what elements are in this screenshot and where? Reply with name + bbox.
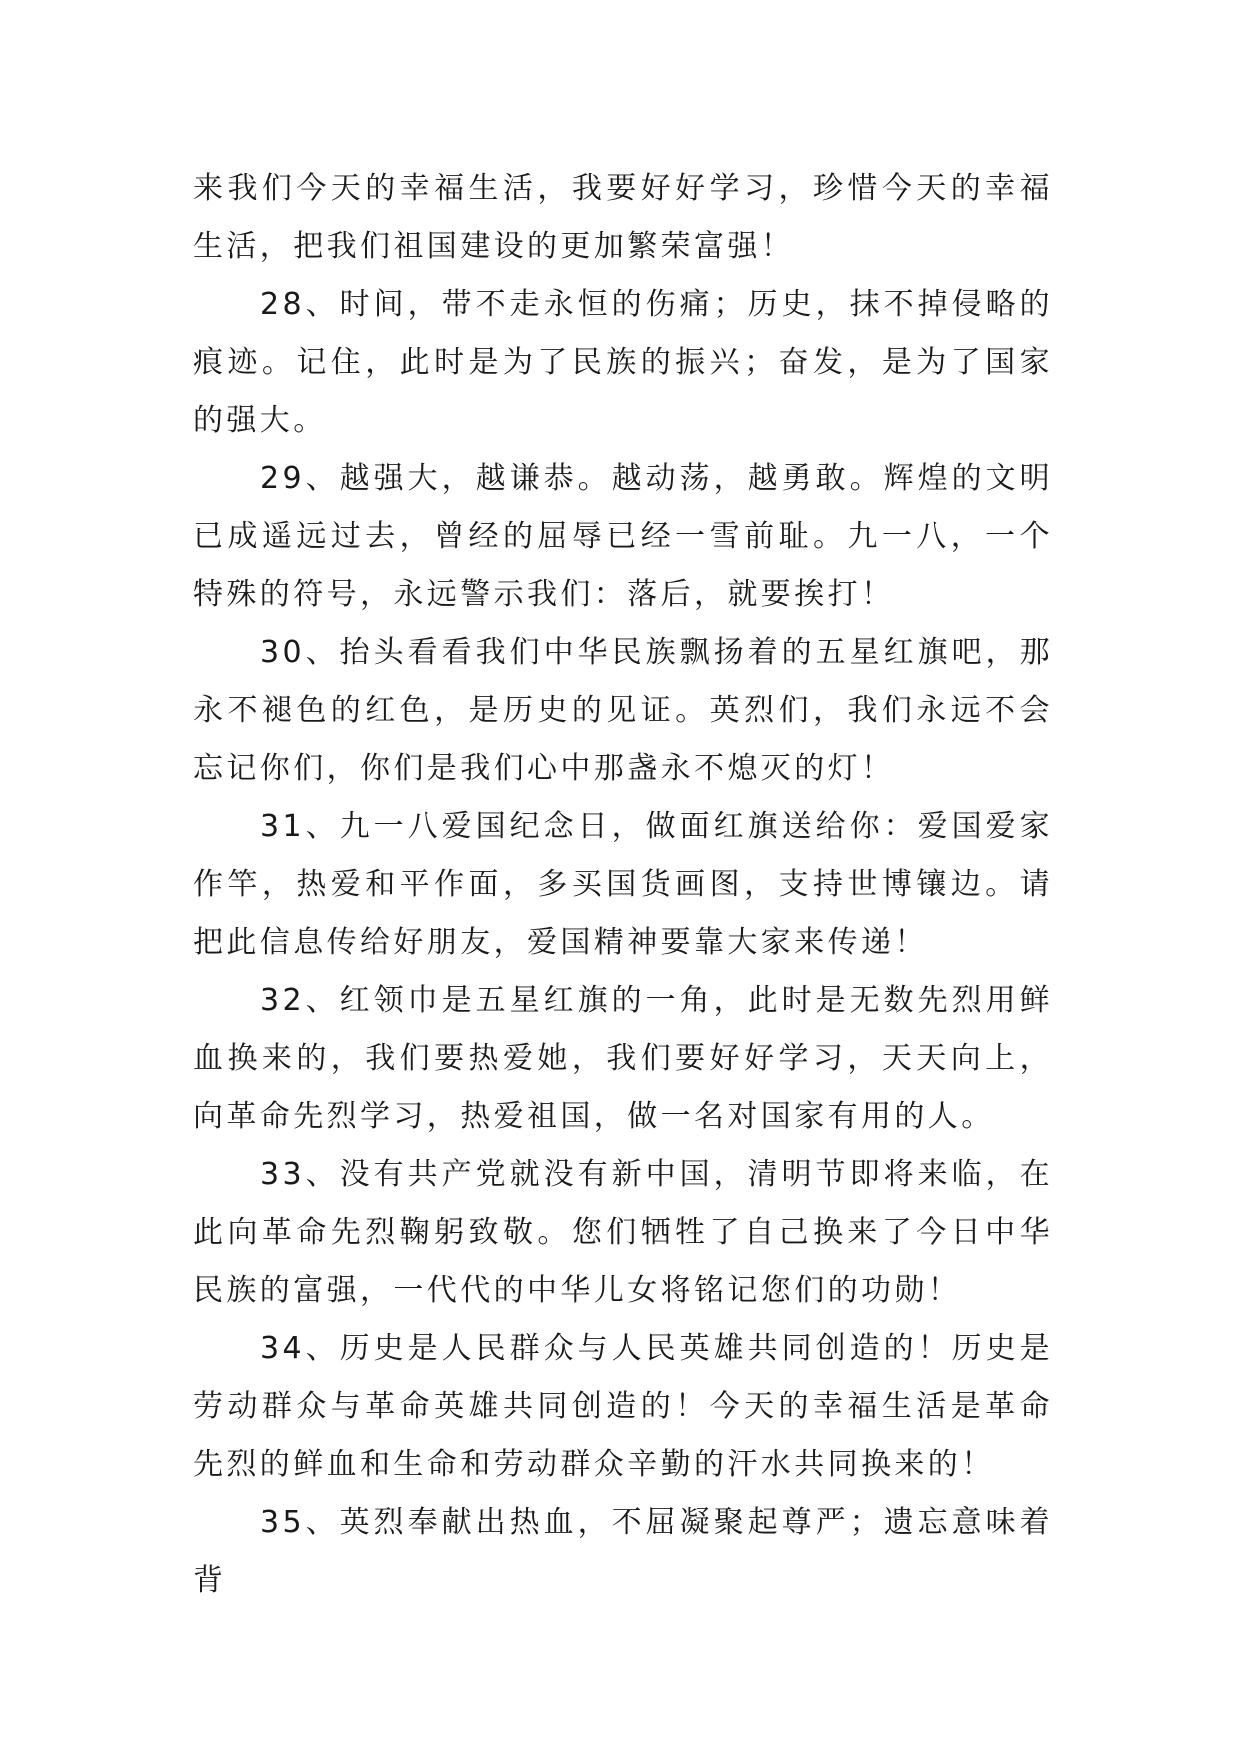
paragraph-32: 32、红领巾是五星红旗的一角，此时是无数先烈用鲜血换来的，我们要热爱她，我们要好好学习，天天向上，向革命先烈学习，热爱祖国，做一名对国家有用的人。 [193, 983, 1053, 1134]
paragraph-34: 34、历史是人民群众与人民英雄共同创造的！历史是劳动群众与革命英雄共同创造的！今天的幸福生活是革命先烈的鲜血和生命和劳动群众辛勤的汗水共同换来的！ [193, 1331, 1053, 1482]
document-body [193, 160, 1053, 1610]
paragraph-35: 35、英烈奉献出热血，不屈凝聚起尊严；遗忘意味着背 [193, 1505, 1053, 1598]
paragraph-31: 31、九一八爱国纪念日，做面红旗送给你：爱国爱家作竿，热爱和平作面，多买国货画图，支持世博镶边。请把此信息传给好朋友，爱国精神要靠大家来传递！ [193, 809, 1053, 960]
paragraph-continuation: 来我们今天的幸福生活，我要好好学习，珍惜今天的幸福生活，把我们祖国建设的更加繁荣富强！ [193, 171, 1053, 264]
paragraph-29: 29、越强大，越谦恭。越动荡，越勇敢。辉煌的文明已成遥远过去，曾经的屈辱已经一雪前耻。九一八，一个特殊的符号，永远警示我们：落后，就要挨打！ [193, 461, 1053, 612]
paragraph-30: 30、抬头看看我们中华民族飘扬着的五星红旗吧，那永不褪色的红色，是历史的见证。英烈们，我们永远不会忘记你们，你们是我们心中那盏永不熄灭的灯！ [193, 635, 1053, 786]
paragraph-33: 33、没有共产党就没有新中国，清明节即将来临，在此向革命先烈鞠躬致敬。您们牺牲了自己换来了今日中华民族的富强，一代代的中华儿女将铭记您们的功勋！ [193, 1157, 1053, 1308]
paragraph-28: 28、时间，带不走永恒的伤痛；历史，抹不掉侵略的痕迹。记住，此时是为了民族的振兴；奋发，是为了国家的强大。 [193, 287, 1053, 438]
